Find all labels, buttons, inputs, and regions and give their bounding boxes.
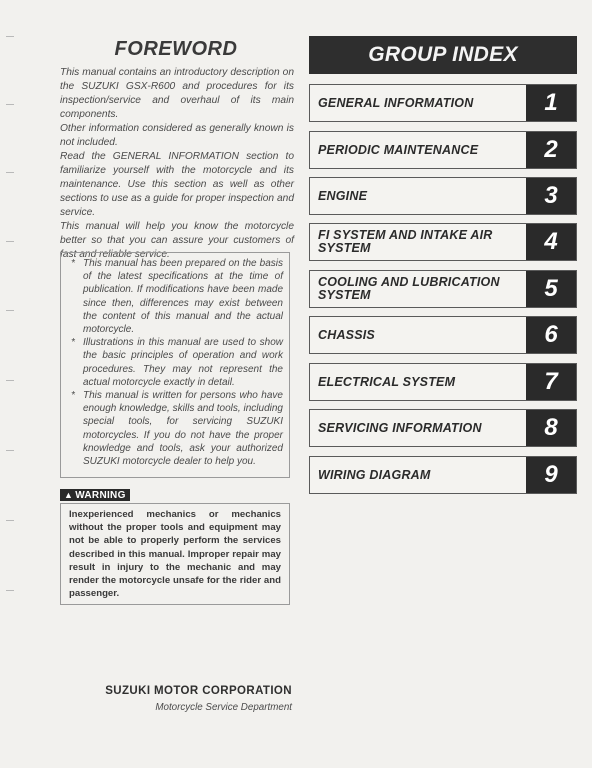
group-index-item-electrical-system[interactable] bbox=[309, 363, 577, 401]
group-index-number: 2 bbox=[526, 132, 576, 168]
group-index-number: 7 bbox=[526, 364, 576, 400]
margin-tick bbox=[6, 36, 14, 37]
intro-paragraph: Other information considered as generally known is not included. bbox=[60, 123, 294, 148]
group-index-item-periodic-maintenance[interactable] bbox=[309, 131, 577, 169]
group-index-label: PERIODIC MAINTENANCE bbox=[318, 142, 479, 157]
margin-tick bbox=[6, 104, 14, 105]
department-name: Motorcycle Service Department bbox=[155, 702, 292, 713]
group-index-item-chassis[interactable] bbox=[309, 316, 577, 354]
margin-tick bbox=[6, 450, 14, 451]
group-index-label: COOLING AND LUBRICATION SYSTEM bbox=[318, 275, 500, 302]
note-text: This manual is written for persons who have enough knowledge, skills and tools, including special tools, for servicing SUZUKI motorcycles. If you do not have the proper knowledge and tools, ask your authorized SUZUKI motorcycle dealer to help you. bbox=[83, 390, 283, 468]
margin-tick bbox=[6, 310, 14, 311]
group-index-title: GROUP INDEX bbox=[309, 36, 577, 74]
margin-tick bbox=[6, 520, 14, 521]
foreword-title: FOREWORD bbox=[114, 38, 238, 60]
group-index-label: FI SYSTEM AND INTAKE AIR SYSTEM bbox=[318, 228, 493, 255]
group-index-label: SERVICING INFORMATION bbox=[318, 420, 482, 435]
warning-label-text: WARNING bbox=[75, 490, 126, 501]
group-index-label: WIRING DIAGRAM bbox=[318, 467, 431, 482]
group-index-item-fi-system[interactable] bbox=[309, 223, 577, 261]
margin-tick bbox=[6, 380, 14, 381]
warning-triangle-icon: ▲ bbox=[64, 490, 74, 500]
note-text: Illustrations in this manual are used to show the basic principles of operation and work procedures. They may not represent the actual motorcycle exactly in detail. bbox=[83, 337, 283, 388]
warning-text: Inexperienced mechanics or mechanics without the proper tools and equipment may not be able to properly perform the services described in this manual. Improper repair may result in injury to the mechanic and may render the motorcycle unsafe for the rider and passenger. bbox=[69, 509, 281, 600]
notes-box bbox=[60, 252, 290, 478]
margin-tick bbox=[6, 241, 14, 242]
company-name: SUZUKI MOTOR CORPORATION bbox=[105, 685, 292, 697]
group-index-item-general-information[interactable] bbox=[309, 84, 577, 122]
foreword-intro bbox=[60, 66, 294, 262]
note-bullet: * bbox=[71, 258, 75, 269]
note-item bbox=[67, 336, 283, 389]
intro-paragraph: This manual will help you know the motorcycle better so that you can assure your customers of fast and reliable service. bbox=[60, 221, 294, 260]
note-item bbox=[67, 257, 283, 336]
group-index-label: ENGINE bbox=[318, 188, 368, 203]
warning-box bbox=[60, 503, 290, 605]
intro-paragraph: This manual contains an introductory description on the SUZUKI GSX-R600 and procedures for its inspection/service and overhaul of its main components. bbox=[60, 67, 294, 120]
group-index-number: 9 bbox=[526, 457, 576, 493]
group-index-number: 8 bbox=[526, 410, 576, 446]
group-index-label: ELECTRICAL SYSTEM bbox=[318, 374, 456, 389]
group-index-label: GENERAL INFORMATION bbox=[318, 95, 474, 110]
intro-paragraph: Read the GENERAL INFORMATION section to familiarize yourself with the motorcycle and its maintenance. Use this section as well as other sections to use as a guide for proper inspection and service. bbox=[60, 151, 294, 218]
group-index-item-servicing-information[interactable] bbox=[309, 409, 577, 447]
note-bullet: * bbox=[71, 390, 75, 402]
group-index-item-engine[interactable] bbox=[309, 177, 577, 215]
group-index-item-cooling-lubrication[interactable] bbox=[309, 270, 577, 308]
note-bullet: * bbox=[71, 337, 75, 349]
note-item bbox=[67, 389, 283, 468]
margin-tick bbox=[6, 590, 14, 591]
margin-tick bbox=[6, 172, 14, 173]
group-index-number: 6 bbox=[526, 317, 576, 353]
group-index-number: 3 bbox=[526, 178, 576, 214]
warning-label bbox=[60, 489, 130, 501]
group-index-label: CHASSIS bbox=[318, 327, 375, 342]
group-index-number: 5 bbox=[526, 271, 576, 307]
note-text: This manual has been prepared on the basis of the latest specifications at the time of publication. If modifications have been made since then, differences may exist between the content of this manual and the actual motorcycle. bbox=[83, 258, 283, 336]
group-index-item-wiring-diagram[interactable] bbox=[309, 456, 577, 494]
group-index-number: 4 bbox=[526, 224, 576, 260]
group-index-number: 1 bbox=[526, 85, 576, 121]
